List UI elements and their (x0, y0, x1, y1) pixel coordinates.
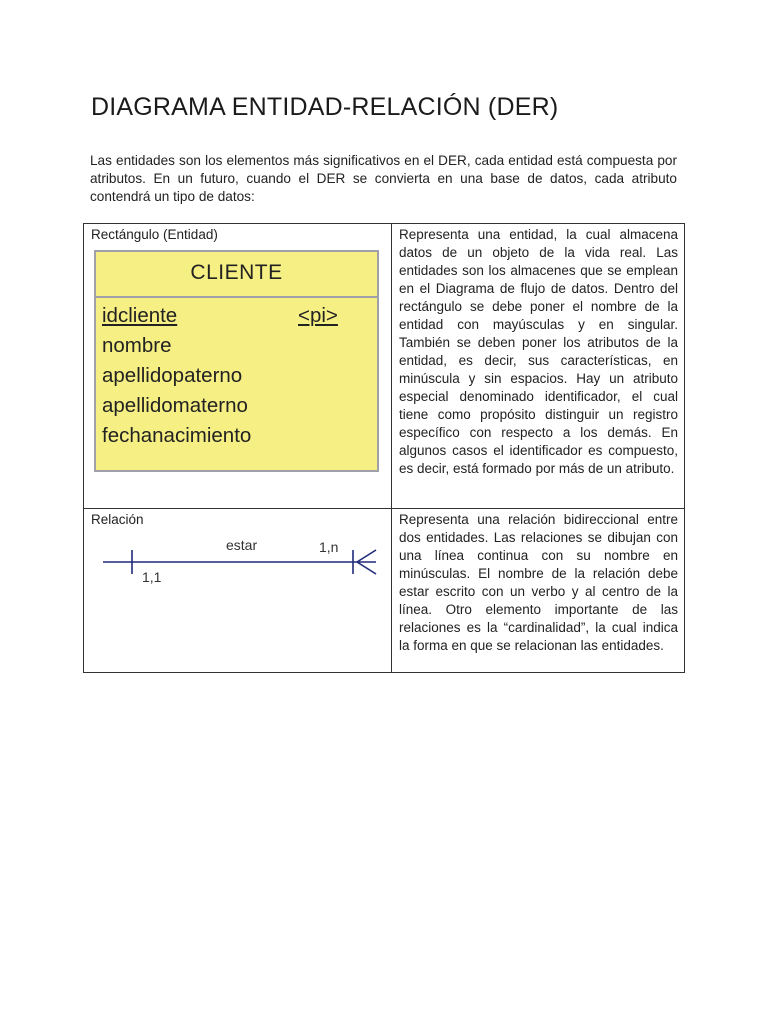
relation-name: estar (226, 537, 258, 553)
row-label: Rectángulo (Entidad) (91, 227, 218, 242)
primary-key-tag: <pi> (298, 304, 338, 327)
attribute-item: nombre (102, 334, 172, 357)
table-row (84, 509, 685, 673)
primary-key-attribute (102, 301, 377, 331)
table-cell-symbol (84, 224, 392, 509)
entity-name: CLIENTE (96, 252, 377, 298)
entity-box (94, 250, 379, 472)
primary-key-name: idcliente (102, 304, 178, 327)
left-cardinality: 1,1 (142, 569, 162, 585)
relation-diagram (91, 533, 381, 593)
table-cell-description: Representa una relación bidireccional entre dos entidades. Las relaciones se dibujan con una línea continua con su nombre en minúsculas. El nombre de la relación debe estar escrito con un verbo y al centro de la línea. Otro elemento importante de las relaciones es la “cardinalidad”, la cual indica la forma en que se relacionan las entidades. (392, 509, 685, 673)
row-label: Relación (91, 512, 144, 527)
page-title: DIAGRAMA ENTIDAD-RELACIÓN (DER) (91, 93, 559, 121)
table-cell-description: Representa una entidad, la cual almacena datos de un objeto de la vida real. Las entidades son los almacenes que se emplean en el Diagrama de flujo de datos. Dentro del rectángulo se debe poner el nombre de la entidad con mayúsculas y en singular. También se deben poner los atributos de la entidad, es decir, sus características, en minúscula y sin espacios. Hay un atributo especial denominado identificador, el cual tiene como propósito distinguir un registro específico con respecto a los demás. En algunos casos el identificador es compuesto, es decir, está formado por más de un atributo. (392, 224, 685, 509)
crow-foot-lower (357, 562, 376, 574)
table-row (84, 224, 685, 509)
table-cell-symbol (84, 509, 392, 673)
definitions-table (83, 223, 685, 673)
attribute-item: apellidomaterno (102, 394, 248, 417)
attribute-item: apellidopaterno (102, 364, 243, 387)
crow-foot-upper (357, 550, 376, 562)
entity-attributes (96, 298, 377, 451)
attribute-item: fechanacimiento (102, 424, 252, 447)
intro-paragraph: Las entidades son los elementos más significativos en el DER, cada entidad está compuesta por atributos. En un futuro, cuando el DER se convierta en una base de datos, cada atributo contendrá un tipo de datos: (90, 153, 677, 204)
right-cardinality: 1,n (319, 539, 339, 555)
